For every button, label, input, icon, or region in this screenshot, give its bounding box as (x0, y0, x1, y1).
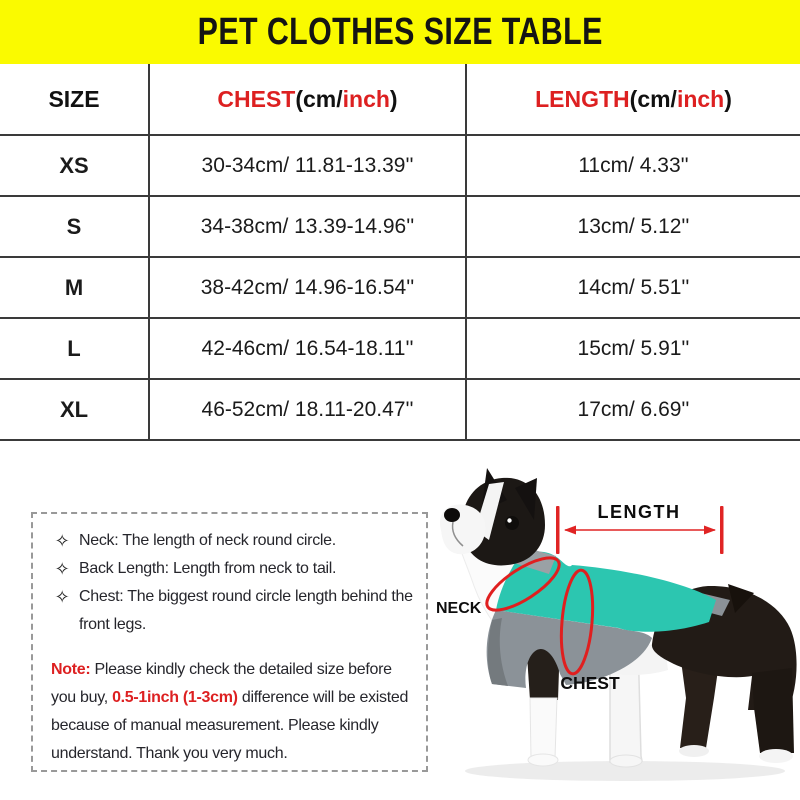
measuring-notes-box (31, 512, 428, 772)
chest-cell-xl: 46-52cm/ 18.11-20.47'' (150, 380, 467, 441)
length-header-close: ) (724, 85, 732, 112)
length-arrowhead-left (564, 526, 576, 535)
note-highlight: 0.5-1inch (1-3cm) (112, 689, 238, 706)
chest-cell-s: 34-38cm/ 13.39-14.96'' (150, 197, 467, 258)
page-title: PET CLOTHES SIZE TABLE (197, 10, 603, 53)
far-hind-paw (679, 745, 709, 757)
column-header-length (467, 64, 800, 136)
note-text-2: difference will be existed because of manual measurement. Please kindly understand. Thank you very much. (51, 689, 409, 762)
length-cell-xl: 17cm/ 6.69'' (467, 380, 800, 441)
note-label: Note: (51, 661, 91, 678)
title-banner (0, 0, 800, 64)
size-cell-xl: XL (0, 380, 150, 441)
length-arrowhead-right (704, 526, 716, 535)
chest-header-open: (cm/ (295, 85, 343, 112)
dog-eye (505, 516, 519, 530)
chest-cell-xs: 30-34cm/ 11.81-13.39'' (150, 136, 467, 197)
star-bullet-icon: ✧ (54, 559, 70, 579)
note-item-back-length (45, 555, 418, 583)
length-cell-m: 14cm/ 5.51'' (467, 258, 800, 319)
far-front-paw (610, 755, 642, 767)
near-hind-leg (752, 668, 794, 753)
near-front-paw (528, 754, 558, 766)
length-end-mark (720, 506, 724, 554)
star-bullet-icon: ✧ (54, 531, 70, 551)
near-front-leg-lower (530, 698, 557, 758)
note-item-text: Back Length: Length from neck to tail. (79, 560, 337, 577)
dog-eye-glint (507, 518, 511, 522)
size-table (0, 64, 800, 441)
note-item-chest (45, 583, 418, 639)
star-bullet-icon: ✧ (54, 587, 70, 607)
length-header-name: LENGTH (535, 85, 630, 112)
length-header-open: (cm/ (629, 85, 677, 112)
chest-header-unit: inch (342, 85, 390, 112)
near-hind-paw (759, 749, 793, 763)
size-cell-m: M (0, 258, 150, 319)
chest-cell-m: 38-42cm/ 14.96-16.54'' (150, 258, 467, 319)
note-text-1: Please kindly check the detailed size before you buy, (51, 661, 392, 706)
chest-header-name: CHEST (217, 85, 296, 112)
column-header-size: SIZE (0, 64, 150, 136)
note-item-neck (45, 527, 418, 555)
column-header-chest (150, 64, 467, 136)
size-cell-l: L (0, 319, 150, 380)
size-cell-s: S (0, 197, 150, 258)
length-header-unit: inch (676, 85, 725, 112)
note-item-text: Neck: The length of neck round circle. (79, 532, 336, 549)
dog-illustration (430, 448, 800, 798)
chest-header-close: ) (389, 85, 398, 112)
length-start-mark (556, 506, 560, 554)
neck-label: NECK (436, 600, 482, 617)
chest-cell-l: 42-46cm/ 16.54-18.11'' (150, 319, 467, 380)
length-cell-xs: 11cm/ 4.33'' (467, 136, 800, 197)
dog-nose (444, 508, 460, 522)
length-cell-s: 13cm/ 5.12'' (467, 197, 800, 258)
chest-label: CHEST (560, 673, 620, 693)
length-label: LENGTH (597, 502, 681, 522)
length-cell-l: 15cm/ 5.91'' (467, 319, 800, 380)
measurement-disclaimer (45, 656, 418, 768)
note-item-text: Chest: The biggest round circle length behind the front legs. (79, 588, 413, 633)
size-cell-xs: XS (0, 136, 150, 197)
dog-measurement-figure (430, 448, 800, 798)
